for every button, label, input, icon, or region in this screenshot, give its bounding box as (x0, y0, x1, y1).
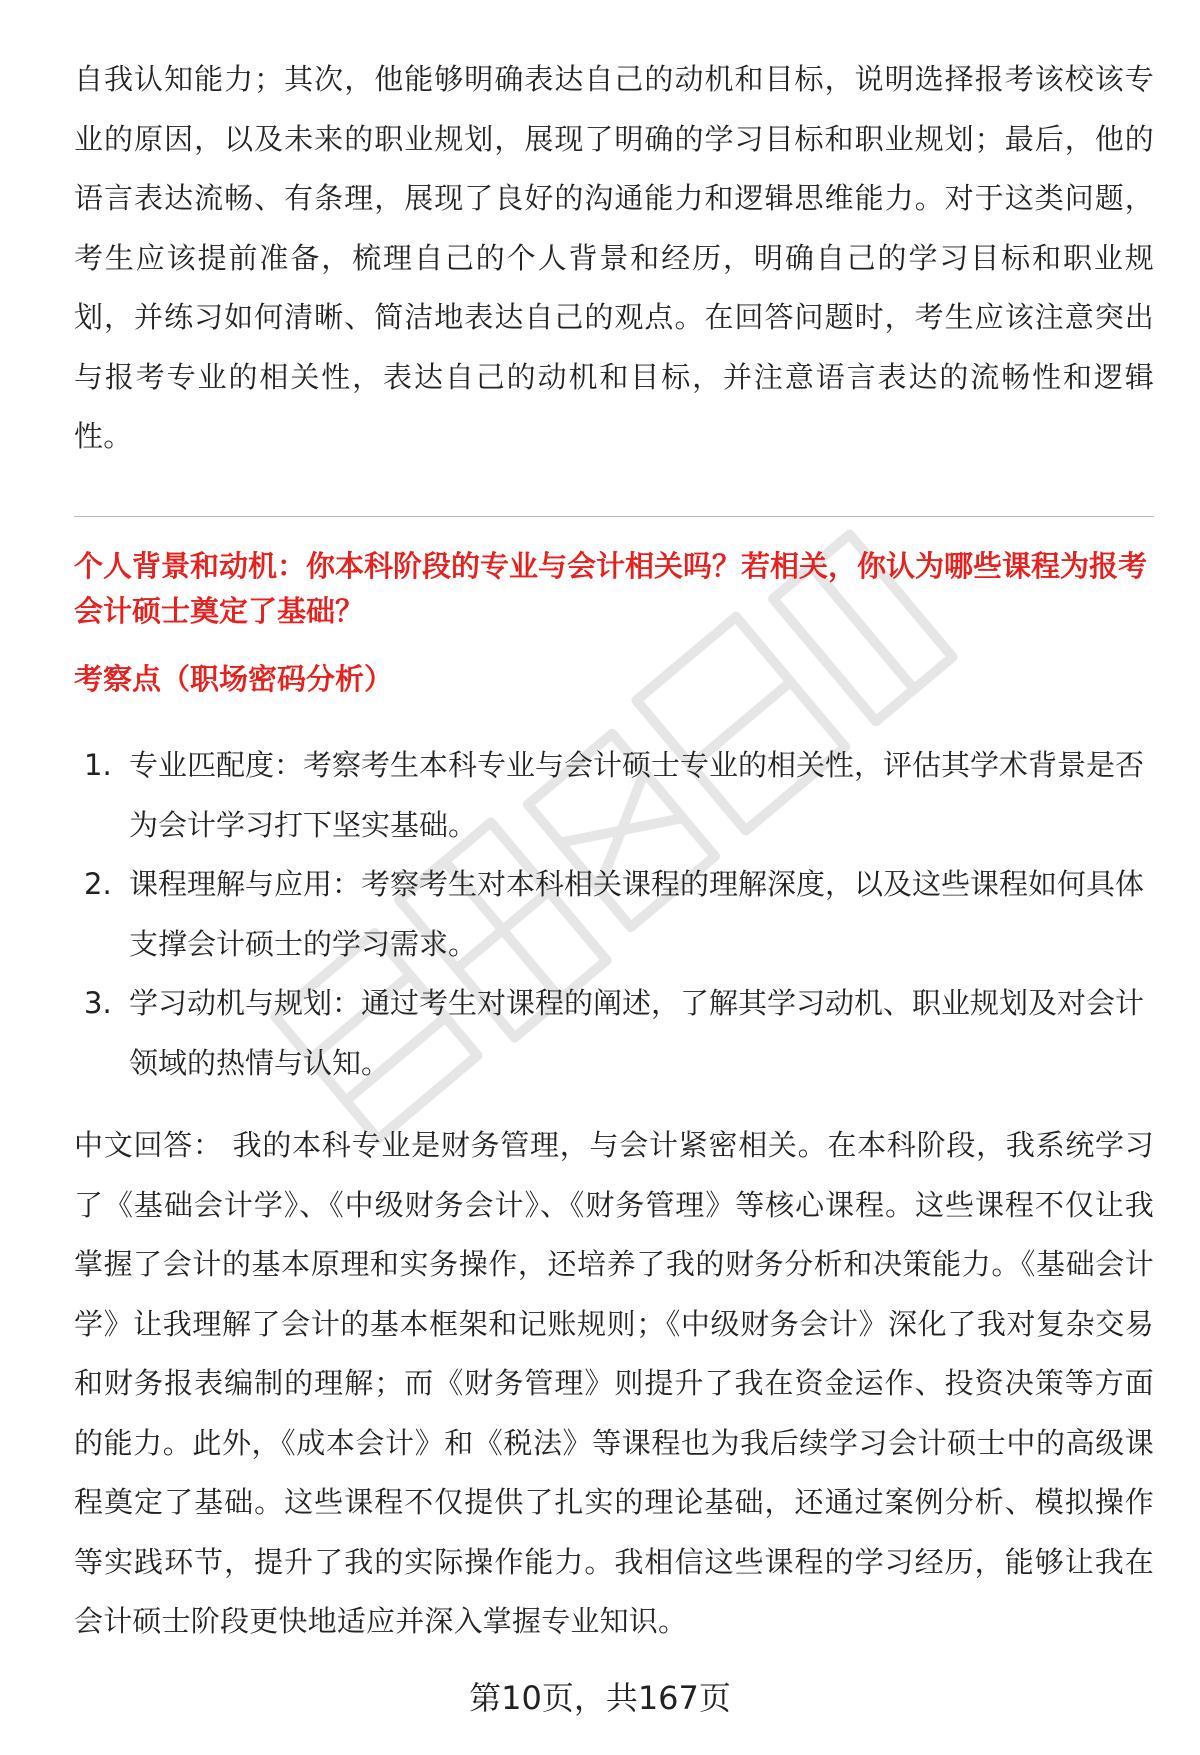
list-item (74, 736, 1154, 855)
list-item (74, 855, 1154, 974)
answer-paragraph: 中文回答： 我的本科专业是财务管理，与会计紧密相关。在本科阶段，我系统学习了《基础会计学》、《中级财务会计》、《财务管理》等核心课程。这些课程不仅让我掌握了会计的基本原理和实务操作，还培养了我的财务分析和决策能力。《基础会计学》让我理解了会计的基本框架和记账规则；《中级财务会计》深化了我对复杂交易和财务报表编制的理解；而《财务管理》则提升了我在资金运作、投资决策等方面的能力。此外，《成本会计》和《税法》等课程也为我后续学习会计硕士中的高级课程奠定了基础。这些课程不仅提供了扎实的理论基础，还通过案例分析、模拟操作等实践环节，提升了我的实际操作能力。我相信这些课程的学习经历，能够让我在会计硕士阶段更快地适应并深入掌握专业知识。 (74, 1128, 1154, 1638)
list-item-number: 3. (84, 986, 112, 1020)
intro-section (74, 50, 1154, 467)
list-item-number: 1. (84, 748, 112, 782)
section-divider (74, 516, 1154, 517)
list-item-text: 课程理解与应用：考察考生对本科相关课程的理解深度，以及这些课程如何具体支撑会计硕士的学习需求。 (129, 867, 1145, 961)
assessment-list (74, 736, 1154, 1093)
list-item-text: 专业匹配度：考察考生本科专业与会计硕士专业的相关性，评估其学术背景是否为会计学习打下坚实基础。 (129, 748, 1145, 842)
answer-section (74, 1116, 1154, 1652)
assessment-heading: 考察点（职场密码分析） (74, 662, 394, 696)
page-number-footer: 第10页，共167页 (469, 1679, 731, 1717)
list-item-text: 学习动机与规划：通过考生对课程的阐述，了解其学习动机、职业规划及对会计领域的热情与认知。 (129, 986, 1145, 1080)
list-item (74, 974, 1154, 1093)
intro-paragraph: 自我认知能力；其次，他能够明确表达自己的动机和目标，说明选择报考该校该专业的原因，以及未来的职业规划，展现了明确的学习目标和职业规划；最后，他的语言表达流畅、有条理，展现了良好的沟通能力和逻辑思维能力。对于这类问题，考生应该提前准备，梳理自己的个人背景和经历，明确自己的学习目标和职业规划，并练习如何清晰、简洁地表达自己的观点。在回答问题时，考生应该注意突出与报考专业的相关性，表达自己的动机和目标，并注意语言表达的流畅性和逻辑性。 (74, 62, 1154, 453)
list-item-number: 2. (84, 867, 112, 901)
question-heading: 个人背景和动机：你本科阶段的专业与会计相关吗？若相关，你认为哪些课程为报考会计硕士奠定了基础？ (74, 549, 1148, 628)
